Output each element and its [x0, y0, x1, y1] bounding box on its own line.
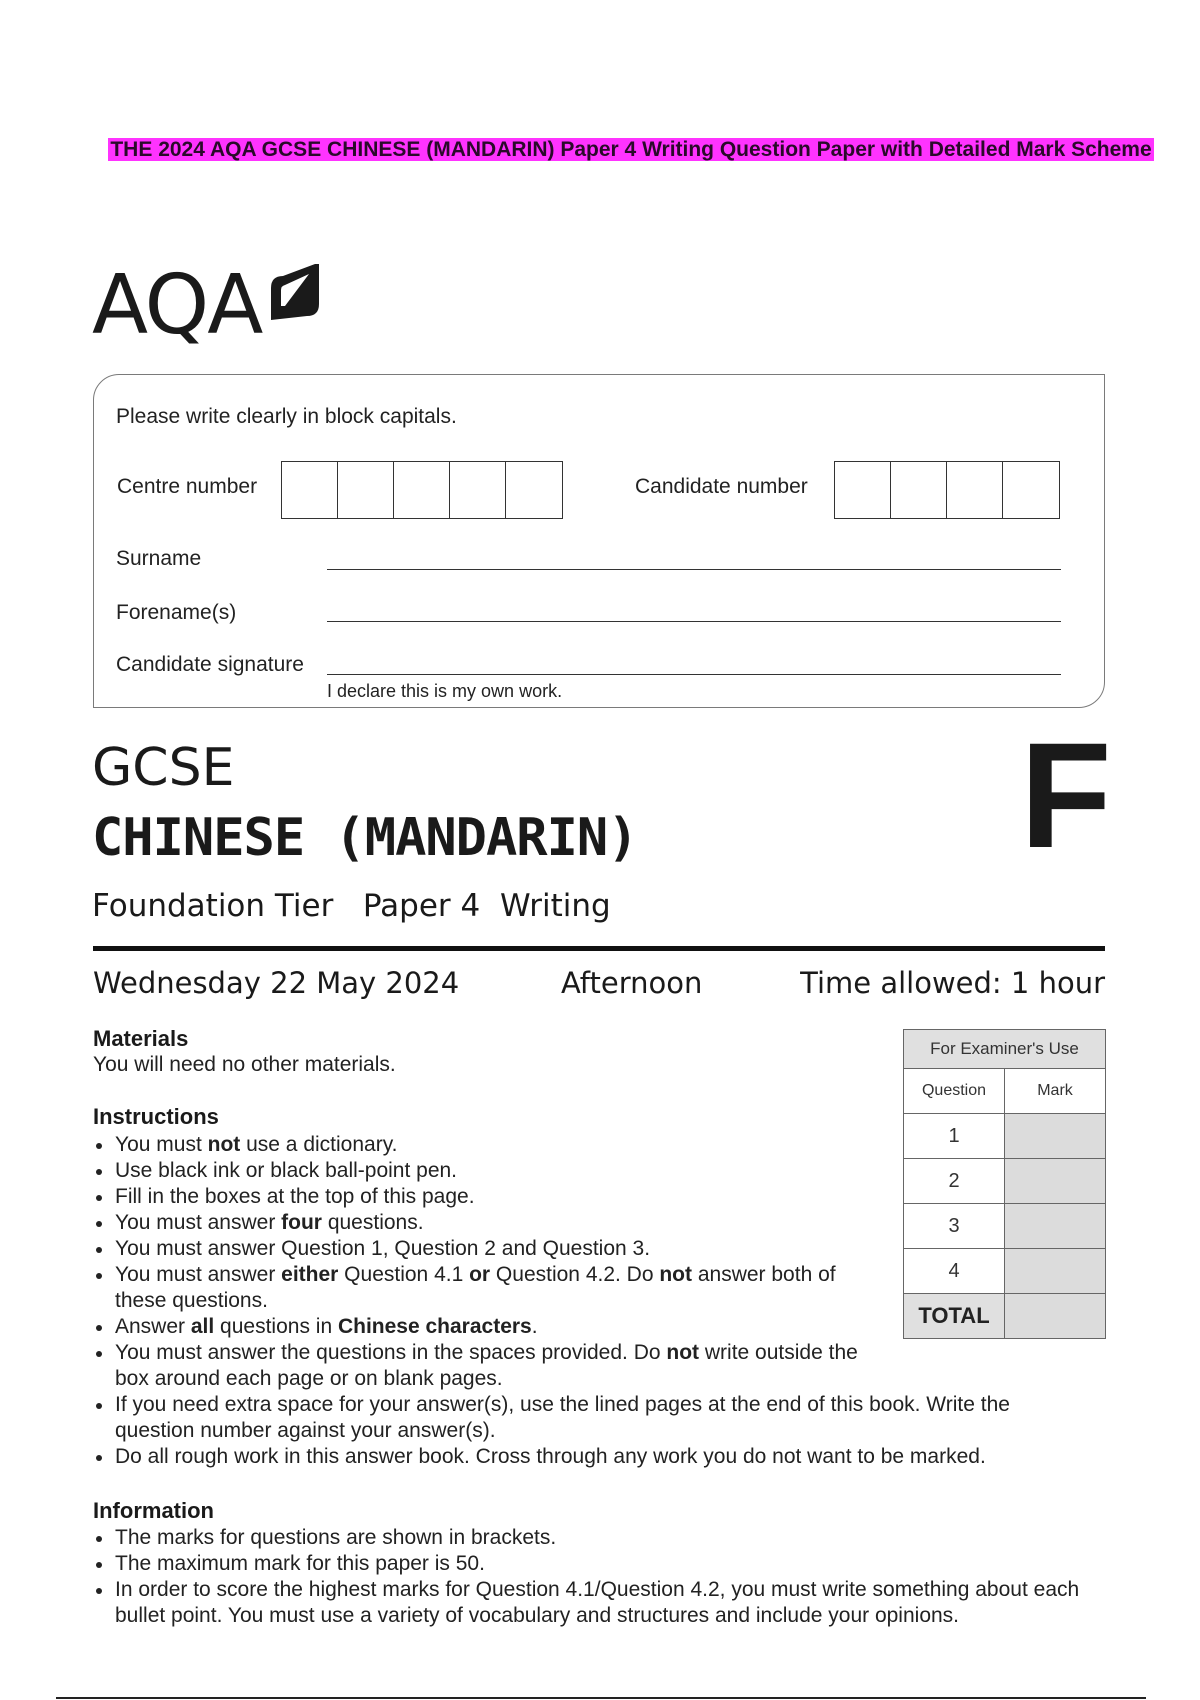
examiners-use-table — [903, 1029, 1106, 1339]
candidate-number-boxes[interactable] — [834, 461, 1060, 519]
instruction-item: You must answer four questions. — [93, 1210, 885, 1236]
document-banner — [76, 136, 1186, 164]
emphasis: not — [659, 1263, 693, 1286]
mark-cell — [1005, 1204, 1106, 1249]
instruction-item: You must answer the questions in the spaces provided. Do not write outside the box around each page or on blank pages. — [93, 1340, 885, 1392]
question-number: 4 — [904, 1249, 1005, 1294]
information-heading: Information — [93, 1498, 214, 1523]
emphasis: or — [469, 1263, 491, 1286]
surname-label: Surname — [116, 547, 202, 570]
forenames-field[interactable] — [327, 621, 1061, 622]
subject-title: CHINESE (MANDARIN) — [92, 808, 638, 868]
question-number: 1 — [904, 1114, 1005, 1159]
digit-box[interactable] — [891, 462, 947, 518]
emphasis: either — [281, 1263, 339, 1286]
instruction-item: Answer all questions in Chinese characters. — [93, 1314, 885, 1340]
question-column-header: Question — [904, 1069, 1005, 1114]
information-item: The marks for questions are shown in brackets. — [93, 1525, 1093, 1551]
examiner-table-title: For Examiner's Use — [904, 1030, 1106, 1069]
candidate-number-label: Candidate number — [635, 475, 808, 498]
digit-box[interactable] — [947, 462, 1003, 518]
tier-label: Foundation Tier — [92, 888, 334, 924]
digit-box[interactable] — [282, 462, 338, 518]
forenames-label: Forename(s) — [116, 601, 237, 624]
emphasis: four — [281, 1211, 322, 1234]
logo-text: AQA — [92, 258, 262, 353]
paper-label: Paper 4 — [362, 888, 481, 924]
emphasis: all — [190, 1315, 215, 1338]
digit-box[interactable] — [835, 462, 891, 518]
materials-text: You will need no other materials. — [93, 1053, 396, 1076]
total-label: TOTAL — [904, 1294, 1005, 1339]
qualification-title: GCSE — [92, 738, 235, 798]
instruction-item: You must not use a dictionary. — [93, 1132, 885, 1158]
footer-rule — [56, 1697, 1146, 1699]
mark-cell — [1005, 1159, 1106, 1204]
instruction-item: You must answer either Question 4.1 or Question 4.2. Do not answer both of these questions. — [93, 1262, 885, 1314]
declaration-text: I declare this is my own work. — [327, 681, 563, 701]
emphasis: not — [666, 1341, 700, 1364]
tier-paper-line — [92, 888, 611, 924]
materials-heading: Materials — [93, 1026, 189, 1051]
instructions-heading: Instructions — [93, 1104, 219, 1129]
mark-cell — [1005, 1114, 1106, 1159]
tier-letter: F — [1020, 711, 1112, 879]
centre-number-label: Centre number — [117, 475, 258, 498]
signature-label: Candidate signature — [116, 653, 304, 676]
digit-box[interactable] — [338, 462, 394, 518]
instruction-item: If you need extra space for your answer(s), use the lined pages at the end of this book. Write the question number against your answer(s). — [93, 1392, 1093, 1444]
banner-title: THE 2024 AQA GCSE CHINESE (MANDARIN) Paper 4 Writing Question Paper with Detailed Mark Scheme — [110, 138, 1152, 161]
signature-field[interactable] — [327, 674, 1061, 675]
digit-box[interactable] — [1003, 462, 1059, 518]
time-allowed: Time allowed: 1 hour — [800, 966, 1105, 1000]
component-label: Writing — [499, 888, 611, 924]
mark-column-header: Mark — [1005, 1069, 1106, 1114]
instruction-item: Do all rough work in this answer book. Cross through any work you do not want to be marked. — [93, 1444, 1093, 1470]
instruction-item: Fill in the boxes at the top of this page. — [93, 1184, 885, 1210]
emphasis: not — [207, 1133, 241, 1156]
mark-cell — [1005, 1249, 1106, 1294]
question-number: 3 — [904, 1204, 1005, 1249]
aqa-logo — [92, 258, 323, 354]
digit-box[interactable] — [450, 462, 506, 518]
exam-date: Wednesday 22 May 2024 — [93, 966, 460, 1000]
instruction-item: You must answer Question 1, Question 2 and Question 3. — [93, 1236, 885, 1262]
instruction-item: Use black ink or black ball-point pen. — [93, 1158, 885, 1184]
information-list — [93, 1525, 1093, 1629]
candidate-details-box — [93, 374, 1105, 708]
question-number: 2 — [904, 1159, 1005, 1204]
exam-session: Afternoon — [561, 966, 703, 1000]
aqa-tick-logo-icon — [267, 260, 323, 320]
information-item: In order to score the highest marks for Question 4.1/Question 4.2, you must write something about each bullet point. You must use a variety of vocabulary and structures and include your opinions. — [93, 1577, 1093, 1629]
total-mark-cell — [1005, 1294, 1106, 1339]
block-capitals-instruction: Please write clearly in block capitals. — [116, 405, 457, 428]
information-item: The maximum mark for this paper is 50. — [93, 1551, 1093, 1577]
digit-box[interactable] — [506, 462, 562, 518]
centre-number-boxes[interactable] — [281, 461, 563, 519]
surname-field[interactable] — [327, 569, 1061, 570]
emphasis: Chinese characters — [337, 1315, 532, 1338]
title-divider — [93, 946, 1105, 951]
digit-box[interactable] — [394, 462, 450, 518]
